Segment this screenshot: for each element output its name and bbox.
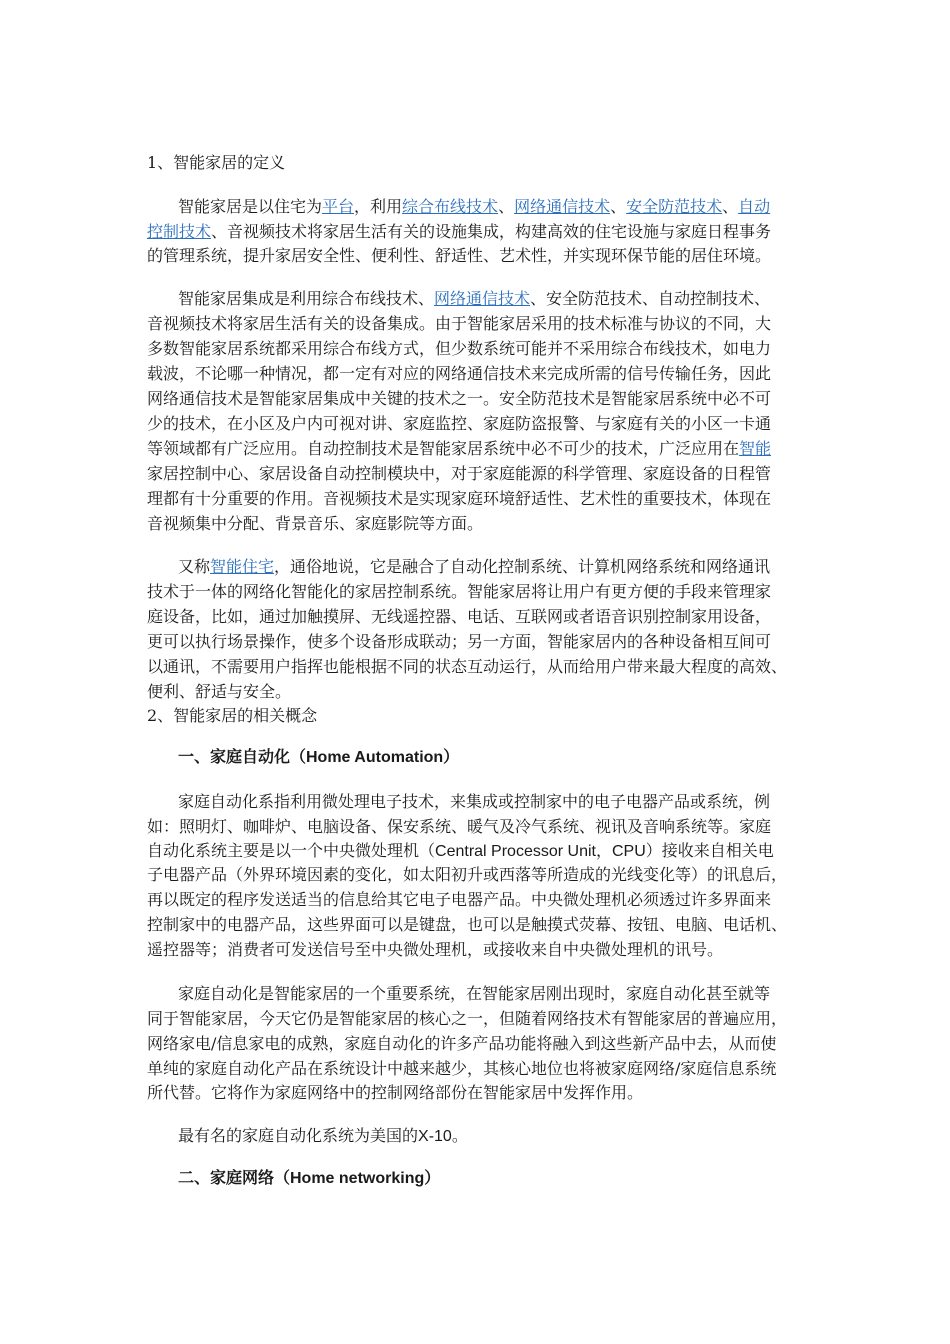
p2-line-9: 理都有十分重要的作用。音视频技术是实现家庭环境舒适性、艺术性的重要技术，体现在 bbox=[147, 489, 772, 508]
p3-line-6: 便利、舒适与安全。 bbox=[147, 682, 292, 701]
p1-line-1: 智能家居是以住宅为平台，利用综合布线技术、网络通信技术、安全防范技术、自动 bbox=[178, 197, 771, 216]
p5-line-3: 网络家电/信息家电的成熟，家庭自动化的许多产品功能将融入到这些新产品中去，从而使 bbox=[147, 1034, 777, 1053]
p4-line-5: 再以既定的程序发送适当的信息给其它电子电器产品。中央微处理机必须透过许多界面来 bbox=[147, 890, 772, 909]
p2-line-8: 家居控制中心、家居设备自动控制模块中，对于家庭能源的科学管理、家庭设备的日程管 bbox=[147, 464, 772, 483]
p4-line-6: 控制家中的电器产品，这些界面可以是键盘，也可以是触摸式荧幕、按钮、电脑、电话机、 bbox=[147, 915, 788, 934]
p4-line-2: 如：照明灯、咖啡炉、电脑设备、保安系统、暖气及冷气系统、视讯及音响系统等。家庭 bbox=[147, 817, 772, 836]
link-smart[interactable]: 智能 bbox=[739, 439, 772, 458]
p2-line-3: 多数智能家居系统都采用综合布线方式，但少数系统可能并不采用综合布线技术，如电力 bbox=[147, 339, 772, 358]
p1-line-2: 控制技术、音视频技术将家居生活有关的设施集成，构建高效的住宅设施与家庭日程事务 bbox=[147, 222, 772, 241]
p4-line-4: 子电器产品（外界环境因素的变化，如太阳初升或西落等所造成的光线变化等）的讯息后， bbox=[147, 865, 788, 884]
section-1-title: 1、智能家居的定义 bbox=[147, 153, 286, 172]
p5-line-1: 家庭自动化是智能家居的一个重要系统，在智能家居刚出现时，家庭自动化甚至就等 bbox=[178, 984, 771, 1003]
p2-line-1: 智能家居集成是利用综合布线技术、网络通信技术、安全防范技术、自动控制技术、 bbox=[178, 289, 771, 308]
p5-line-4: 单纯的家庭自动化产品在系统设计中越来越少，其核心地位也将被家庭网络/家庭信息系统 bbox=[147, 1059, 777, 1078]
heading-home-automation: 一、家庭自动化（Home Automation） bbox=[178, 749, 460, 766]
p2-line-2: 音视频技术将家居生活有关的设备集成。由于智能家居采用的技术标准与协议的不同，大 bbox=[147, 314, 772, 333]
link-network-comm-tech[interactable]: 网络通信技术 bbox=[514, 197, 611, 216]
link-cabling-tech[interactable]: 综合布线技术 bbox=[402, 197, 499, 216]
p2-line-5: 网络通信技术是智能家居集成中关键的技术之一。安全防范技术是智能家居系统中必不可 bbox=[147, 389, 772, 408]
link-smart-residence[interactable]: 智能住宅 bbox=[210, 557, 275, 576]
link-security-tech[interactable]: 安全防范技术 bbox=[626, 197, 723, 216]
p2-line-7: 等领域都有广泛应用。自动控制技术是智能家居系统中必不可少的技术，广泛应用在智能 bbox=[147, 439, 772, 458]
section-2-title: 2、智能家居的相关概念 bbox=[147, 706, 318, 725]
p5-line-2: 同于智能家居，今天它仍是智能家居的核心之一，但随着网络技术有智能家居的普遍应用， bbox=[147, 1009, 788, 1028]
heading-home-networking: 二、家庭网络（Home networking） bbox=[178, 1170, 441, 1187]
p4-line-1: 家庭自动化系指利用微处理电子技术，来集成或控制家中的电子电器产品或系统，例 bbox=[178, 792, 771, 811]
p3-line-1: 又称智能住宅，通俗地说，它是融合了自动化控制系统、计算机网络系统和网络通讯 bbox=[178, 557, 771, 576]
link-network-comm-tech-2[interactable]: 网络通信技术 bbox=[434, 289, 531, 308]
link-auto-control-part2[interactable]: 控制技术 bbox=[147, 222, 212, 241]
p4-line-7: 遥控器等；消费者可发送信号至中央微处理机，或接收来自中央微处理机的讯号。 bbox=[147, 940, 724, 959]
p4-line-3: 自动化系统主要是以一个中央微处理机（Central Processor Unit，CPU）接收来自相关电 bbox=[147, 841, 774, 860]
p3-line-5: 以通讯，不需要用户指挥也能根据不同的状态互动运行，从而给用户带来最大程度的高效、 bbox=[147, 657, 788, 676]
p2-line-4: 载波，不论哪一种情况，都一定有对应的网络通信技术来完成所需的信号传输任务，因此 bbox=[147, 364, 772, 383]
p3-line-3: 庭设备，比如，通过加触摸屏、无线遥控器、电话、互联网或者语音识别控制家用设备， bbox=[147, 607, 772, 626]
p5-line-5: 所代替。它将作为家庭网络中的控制网络部份在智能家居中发挥作用。 bbox=[147, 1083, 644, 1102]
p1-line-3: 的管理系统，提升家居安全性、便利性、舒适性、艺术性，并实现环保节能的居住环境。 bbox=[147, 246, 772, 265]
link-platform[interactable]: 平台 bbox=[322, 197, 355, 216]
p2-line-6: 少的技术，在小区及户内可视对讲、家庭监控、家庭防盗报警、与家庭有关的小区一卡通 bbox=[147, 414, 772, 433]
link-auto-control-part1[interactable]: 自动 bbox=[738, 197, 771, 216]
p3-line-2: 技术于一体的网络化智能化的家居控制系统。智能家居将让用户有更方便的手段来管理家 bbox=[147, 582, 772, 601]
p3-line-4: 更可以执行场景操作，使多个设备形成联动；另一方面，智能家居内的各种设备相互间可 bbox=[147, 632, 772, 651]
p6-line-1: 最有名的家庭自动化系统为美国的X-10。 bbox=[178, 1126, 468, 1145]
p2-line-10: 音视频集中分配、背景音乐、家庭影院等方面。 bbox=[147, 514, 484, 533]
